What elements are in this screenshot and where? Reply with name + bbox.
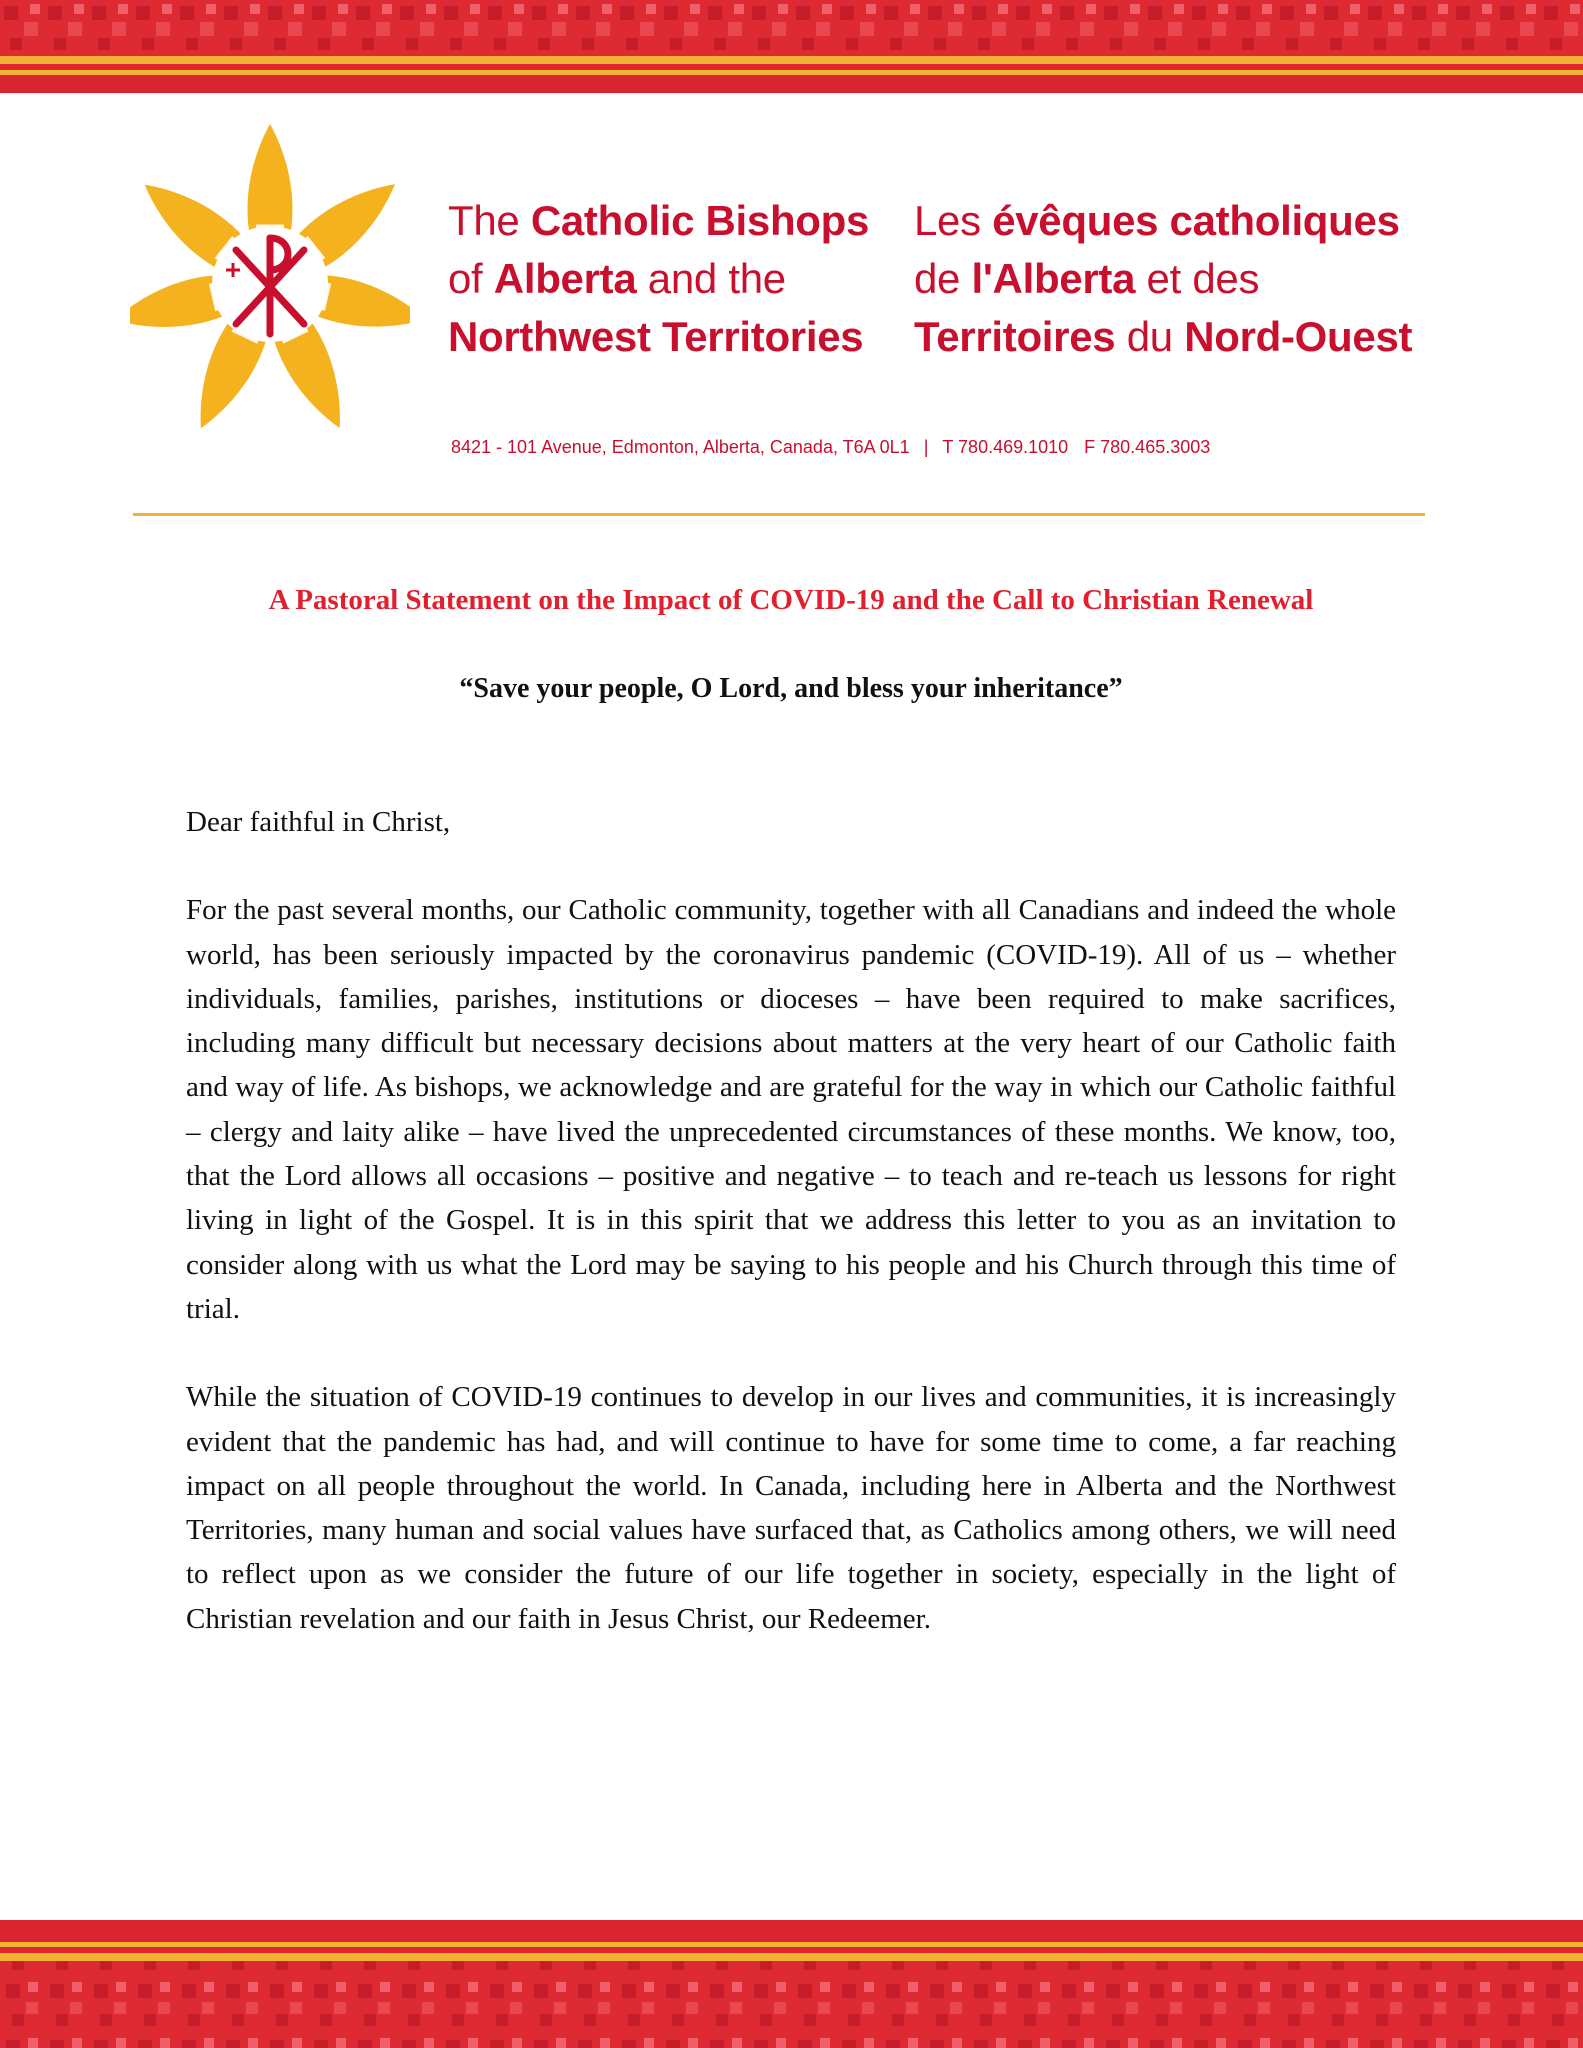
- org-en-line2-light-a: of: [448, 255, 494, 302]
- org-en-line2-light-b: and the: [636, 255, 786, 302]
- address-separator: |: [923, 437, 929, 457]
- org-fr-line1-bold: évêques catholiques: [992, 197, 1400, 244]
- org-en-line3-bold: Northwest Territories: [448, 313, 864, 360]
- salutation: Dear faithful in Christ,: [186, 806, 451, 838]
- chi-rho-mitre-sun-icon: [130, 118, 410, 450]
- body-paragraph-2: While the situation of COVID-19 continues to develop in our lives and communities, it is increasingly evident that the pandemic has had, and will continue to have for some time to come, a far reaching impact on all people throughout the world. In Canada, including here in Alberta and the Northwest Territories, many human and social values have surfaced that, as Catholics among others, we will need to reflect upon as we consider the future of our life together in society, especially in the light of Christian revelation and our faith in Jesus Christ, our Redeemer.: [186, 1381, 1396, 1635]
- org-fr-line2-light-a: de: [914, 255, 972, 302]
- org-fr-line3-bold: Territoires: [914, 313, 1116, 360]
- document-title: A Pastoral Statement on the Impact of COVID-19 and the Call to Christian Renewal: [268, 584, 1314, 616]
- body-paragraph-1: For the past several months, our Catholic community, together with all Canadians and indeed the whole world, has been seriously impacted by the coronavirus pandemic (COVID-19). All of us – whether individuals, families, parishes, institutions or dioceses – have been required to make sacrifices, including many difficult but necessary decisions about matters at the very heart of our Catholic faith and way of life. As bishops, we acknowledge and are grateful for the way in which our Catholic faithful – clergy and laity alike – have lived the unprecedented circumstances of these months. We know, too, that the Lord allows all occasions – positive and negative – to teach and re-teach us lessons for right living in light of the Gospel. It is in this spirit that we address this letter to you as an invitation to consider along with us what the Lord may be saying to his people and his Church through this time of trial.: [186, 894, 1396, 1325]
- logo: [130, 118, 410, 450]
- org-fr-line3-bold-b: Nord-Ouest: [1184, 313, 1413, 360]
- org-fr-line1-light: Les: [914, 197, 993, 244]
- fax-number: F 780.465.3003: [1084, 437, 1211, 457]
- org-fr-line2-light-b: et des: [1135, 255, 1260, 302]
- letter-body: [186, 800, 1396, 1685]
- document-subtitle: “Save your people, O Lord, and bless your inheritance”: [459, 673, 1123, 704]
- phone-number: T 780.469.1010: [942, 437, 1069, 457]
- org-fr-line3-light: du: [1115, 313, 1185, 360]
- top-decorative-band: [0, 0, 1583, 93]
- postal-address: 8421 - 101 Avenue, Edmonton, Alberta, Canada, T6A 0L1: [451, 437, 910, 457]
- header-divider: [133, 513, 1425, 516]
- org-name-english: [448, 192, 869, 366]
- org-en-line2-bold: Alberta: [493, 255, 637, 302]
- org-en-line1-bold: Catholic Bishops: [530, 197, 870, 244]
- address-line: [451, 437, 1210, 458]
- org-en-line1-light: The: [448, 197, 531, 244]
- bottom-decorative-band: [0, 1920, 1583, 2048]
- org-fr-line2-bold: l'Alberta: [971, 255, 1136, 302]
- org-name-french: [914, 192, 1412, 366]
